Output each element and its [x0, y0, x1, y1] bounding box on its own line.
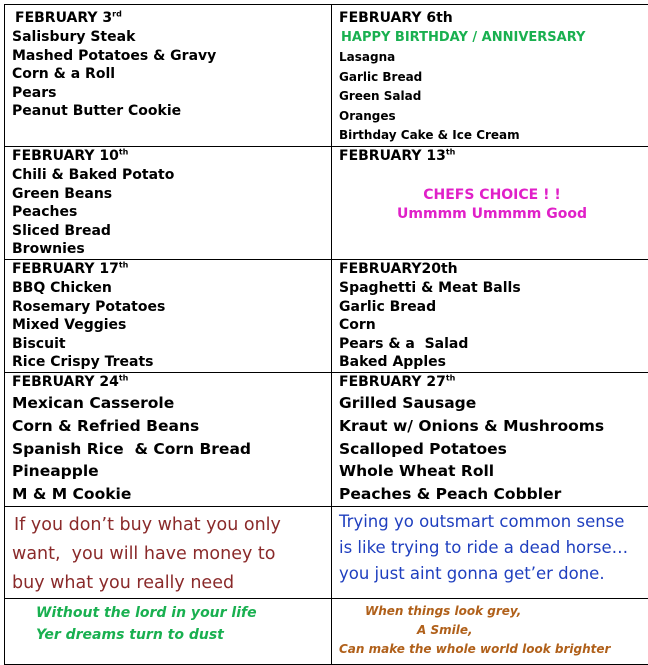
menu-grid — [4, 4, 648, 665]
saying-line: Yer dreams turn to dust — [36, 624, 331, 646]
menu-item: Baked Apples — [339, 353, 648, 372]
menu-item: Green Salad — [339, 87, 648, 107]
menu-item: Mixed Veggies — [12, 316, 331, 335]
menu-item: Birthday Cake & Ice Cream — [339, 126, 648, 146]
menu-item: M & M Cookie — [12, 483, 331, 506]
menu-item: Salisbury Steak — [12, 28, 331, 47]
menu-item: Mexican Casserole — [12, 392, 331, 415]
menu-item: BBQ Chicken — [12, 279, 331, 298]
menu-item: Biscuit — [12, 335, 331, 354]
menu-item: Peaches & Peach Cobbler — [339, 483, 648, 506]
menu-cell-feb-27 — [332, 372, 648, 506]
chefs-choice-tagline: Ummmm Ummmm Good — [339, 205, 648, 224]
menu-item: Brownies — [12, 240, 331, 259]
menu-item: Oranges — [339, 107, 648, 127]
menu-item: Pineapple — [12, 460, 331, 483]
common-sense-quote — [339, 507, 648, 587]
week-row-4 — [5, 372, 648, 506]
saying-row — [5, 598, 648, 664]
saying-line: Can make the whole world look brighter — [339, 640, 648, 659]
menu-item: Chili & Baked Potato — [12, 166, 331, 185]
quote-line: buy what you really need — [12, 569, 331, 598]
lord-saying-cell — [5, 598, 332, 664]
menu-item: Grilled Sausage — [339, 392, 648, 415]
lord-saying — [12, 599, 331, 646]
week-row-1 — [5, 5, 648, 147]
saying-line: When things look grey, — [339, 602, 648, 621]
saying-line: Without the lord in your life — [36, 602, 331, 624]
menu-cell-feb-10 — [5, 146, 332, 259]
quote-line: is like trying to ride a dead horse… — [339, 535, 648, 561]
menu-item: Spaghetti & Meat Balls — [339, 279, 648, 298]
week-row-3 — [5, 259, 648, 372]
quote-line: want, you will have money to — [12, 540, 331, 569]
menu-cell-feb-24 — [5, 372, 332, 506]
date-heading: FEBRUARY20th — [339, 260, 648, 279]
saying-line: A Smile, — [339, 621, 648, 640]
menu-item: Mashed Potatoes & Gravy — [12, 47, 331, 66]
money-quote-cell — [5, 506, 332, 598]
quote-line: If you don’t buy what you only — [12, 511, 331, 540]
date-heading: FEBRUARY 13th — [339, 147, 648, 166]
menu-item: Garlic Bread — [339, 68, 648, 88]
menu-item: Lasagna — [339, 48, 648, 68]
menu-item: Kraut w/ Onions & Mushrooms — [339, 415, 648, 438]
menu-cell-feb-13 — [332, 146, 648, 259]
menu-item: Rice Crispy Treats — [12, 353, 331, 372]
menu-cell-feb-6 — [332, 5, 648, 147]
date-heading: FEBRUARY 6th — [339, 9, 648, 28]
date-heading: FEBRUARY 10th — [12, 147, 331, 166]
menu-item: Garlic Bread — [339, 298, 648, 317]
money-quote — [12, 507, 331, 598]
date-heading: FEBRUARY 3rd — [12, 9, 331, 28]
date-heading: FEBRUARY 27th — [339, 373, 648, 392]
smile-saying — [339, 599, 648, 659]
chefs-choice-text: CHEFS CHOICE ! ! — [339, 186, 648, 205]
week-row-2 — [5, 146, 648, 259]
menu-item: Green Beans — [12, 185, 331, 204]
common-sense-quote-cell — [332, 506, 648, 598]
date-heading: FEBRUARY 24th — [12, 373, 331, 392]
menu-item: Scalloped Potatoes — [339, 438, 648, 461]
quote-line: Trying yo outsmart common sense — [339, 509, 648, 535]
quote-row — [5, 506, 648, 598]
menu-cell-feb-17 — [5, 259, 332, 372]
menu-item: Spanish Rice & Corn Bread — [12, 438, 331, 461]
menu-cell-feb-20 — [332, 259, 648, 372]
menu-cell-feb-3 — [5, 5, 332, 147]
menu-item: Corn & a Roll — [12, 65, 331, 84]
menu-item: Corn — [339, 316, 648, 335]
menu-item: Peaches — [12, 203, 331, 222]
smile-saying-cell — [332, 598, 648, 664]
birthday-banner: HAPPY BIRTHDAY / ANNIVERSARY — [339, 28, 648, 48]
date-heading: FEBRUARY 17th — [12, 260, 331, 279]
menu-item: Sliced Bread — [12, 222, 331, 241]
menu-item: Pears & a Salad — [339, 335, 648, 354]
menu-item: Peanut Butter Cookie — [12, 102, 331, 121]
menu-item: Whole Wheat Roll — [339, 460, 648, 483]
menu-item: Corn & Refried Beans — [12, 415, 331, 438]
menu-item: Rosemary Potatoes — [12, 298, 331, 317]
menu-item: Pears — [12, 84, 331, 103]
quote-line: you just aint gonna get’er done. — [339, 561, 648, 587]
